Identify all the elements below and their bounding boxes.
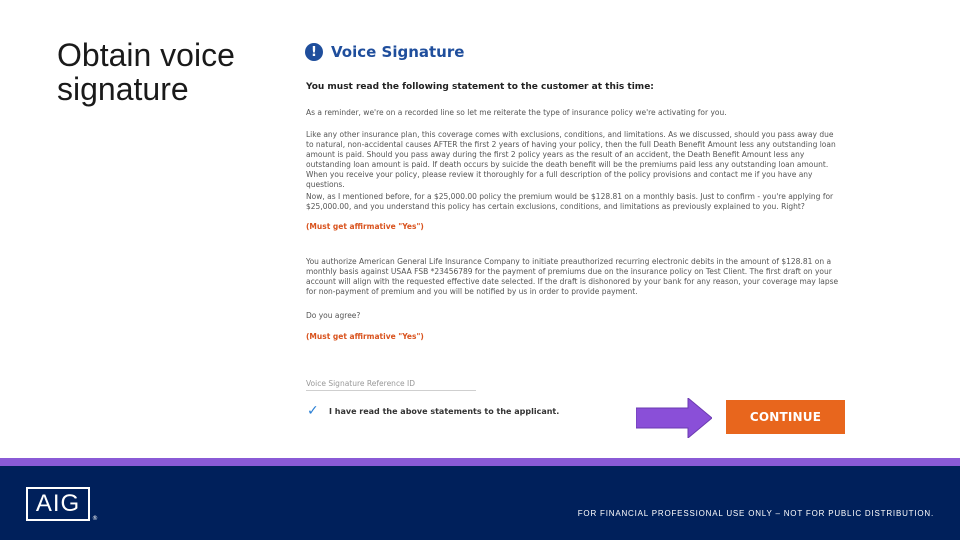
statement-agree-question: Do you agree? (306, 311, 361, 320)
instruction-lead: You must read the following statement to the customer at this time: (306, 82, 654, 92)
must-get-yes-note-1: (Must get affirmative "Yes") (306, 222, 424, 231)
statement-authorization: You authorize American General Life Insurance Company to initiate preauthorized recurring electronic debits in the amount of $128.81 on a monthly basis against USAA FSB *23456789 for the payment of premiums due on the insurance policy on Test Client. The first draft on your account will align with the requested effective date selected. If the draft is dishonored by your bank for any reason, your coverage may lapse for non-payment of premium and you will be notified by us in order to provide payment. (306, 257, 839, 296)
statement-exclusions: Like any other insurance plan, this coverage comes with exclusions, conditions, and limitations. As we discussed, should you pass away due to natural, non-accidental causes AFTER the first 2 years of having your policy, then the full Death Benefit Amount less any outstanding loan amount is paid. Should you pass away during the first 2 policy years as the result of an accident, the Death Benefit Amount less any outstanding loan amount is paid. If death occurs by suicide the death benefit will be the premiums paid less any outstanding loan amount. When you receive your policy, please review it thoroughly for a full description of the policy provisions and contact me if you have any questions. (306, 130, 836, 189)
voice-signature-reference-input[interactable] (306, 376, 476, 391)
slide-title: Obtain voice signature (57, 37, 235, 107)
voice-signature-header (305, 41, 464, 63)
statement-premium-confirmation: Now, as I mentioned before, for a $25,000.00 policy the premium would be $128.81 on a monthly basis. Just to confirm - you're applying for $25,000.00, and you understand this policy has certain exclusions, conditions, and limitations as previously explained to you. Right? (306, 192, 834, 211)
footer-disclaimer: FOR FINANCIAL PROFESSIONAL USE ONLY – NOT FOR PUBLIC DISTRIBUTION. (577, 509, 934, 518)
info-icon: ! (305, 43, 323, 61)
statement-reminder: As a reminder, we're on a recorded line so let me reiterate the type of insurance policy we're activating for you. (306, 108, 727, 117)
acknowledgement-label: I have read the above statements to the applicant. (329, 406, 560, 416)
voice-signature-title: Voice Signature (331, 43, 465, 61)
continue-button[interactable]: CONTINUE (726, 400, 845, 434)
checkmark-icon[interactable]: ✓ (307, 403, 319, 419)
must-get-yes-note-2: (Must get affirmative "Yes") (306, 332, 424, 341)
footer-accent-stripe (0, 458, 960, 466)
footer-bar (0, 458, 960, 540)
arrow-right-icon (636, 398, 712, 438)
registered-mark: ® (92, 515, 98, 522)
acknowledgement-checkbox-row[interactable] (307, 404, 559, 418)
aig-logo: AIG (26, 487, 90, 521)
